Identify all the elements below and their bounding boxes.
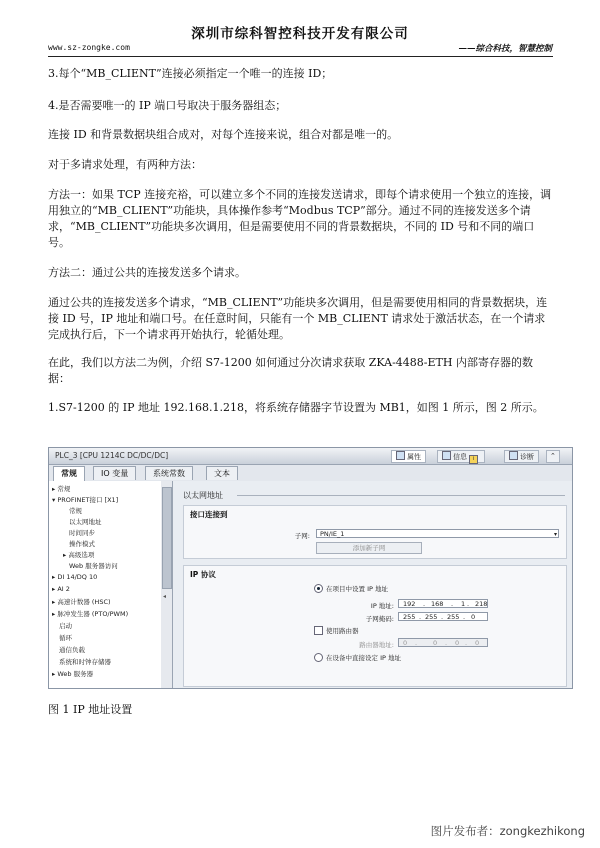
tab-io-tags[interactable]: IO 变量 bbox=[93, 466, 136, 480]
chevron-down-icon[interactable]: ▾ bbox=[553, 531, 557, 538]
navigation-tree bbox=[49, 481, 162, 688]
subnet-label: 子网: bbox=[294, 532, 310, 540]
nav-item-web-server-access[interactable]: Web 服务器访问 bbox=[69, 562, 118, 570]
use-router-label: 使用路由器 bbox=[326, 627, 359, 635]
header-divider bbox=[48, 56, 553, 57]
paragraph-step-1: 1.S7-1200 的 IP 地址 192.168.1.218，将系统存储器字节设置为 MB1，如图 1 所示，图 2 所示。 bbox=[48, 401, 544, 414]
nav-item-profinet-general[interactable]: 常规 bbox=[69, 507, 82, 515]
diagnostics-icon bbox=[509, 451, 518, 460]
add-subnet-button[interactable]: 添加新子网 bbox=[316, 542, 422, 554]
nav-item-hsc[interactable]: ▸ 高速计数器 (HSC) bbox=[52, 598, 111, 606]
window-titlebar bbox=[49, 448, 572, 465]
paragraph-method-two-detail: 通过公共的连接发送多个请求，“MB_CLIENT”功能块多次调用，但是需要使用相同的背景数据块，连接 ID 号，IP 地址和端口号。在任意时间，只能有一个 MB_CLIENT 请求处于激活状态，在一个请求完成执行后，下一个请求再开始执行，轮循处理。 bbox=[48, 296, 548, 341]
nav-scrollbar[interactable] bbox=[161, 481, 173, 688]
radio-set-in-project-label: 在项目中设置 IP 地址 bbox=[326, 585, 388, 593]
nav-item-pto-pwm[interactable]: ▸ 脉冲发生器 (PTO/PWM) bbox=[52, 610, 129, 618]
collapse-arrow-icon[interactable]: ⌃ bbox=[546, 450, 560, 463]
nav-item-ai[interactable]: ▸ AI 2 bbox=[52, 585, 70, 593]
section-title: 以太网地址 bbox=[183, 491, 223, 500]
info-tab-button[interactable]: 信息 i bbox=[437, 450, 485, 463]
radio-set-on-device[interactable] bbox=[314, 653, 323, 662]
properties-content bbox=[173, 481, 572, 688]
nav-item-profinet-interface[interactable]: ▾ PROFINET接口 [X1] bbox=[52, 496, 119, 504]
section-rule bbox=[237, 495, 565, 496]
use-router-checkbox[interactable] bbox=[314, 626, 323, 635]
tab-general[interactable]: 常规 bbox=[53, 466, 85, 482]
ip-address-label: IP 地址: bbox=[370, 602, 394, 610]
tab-system-constants[interactable]: 系统常数 bbox=[145, 466, 193, 480]
scroll-left-arrow-icon[interactable]: ◂ bbox=[163, 593, 167, 600]
nav-item-system-clock-memory[interactable]: 系统和时钟存储器 bbox=[59, 658, 111, 666]
nav-item-comm-load[interactable]: 通信负载 bbox=[59, 646, 85, 654]
tia-properties-screenshot bbox=[48, 447, 573, 689]
paragraph-method-two: 方法二：通过公共的连接发送多个请求。 bbox=[48, 266, 246, 279]
paragraph-3: 连接 ID 和背景数据块组合成对，对每个连接来说，组合对都是唯一的。 bbox=[48, 128, 399, 141]
properties-tab-button[interactable]: 属性 bbox=[391, 450, 426, 463]
properties-icon bbox=[396, 451, 405, 460]
nav-item-time-sync[interactable]: 时间同步 bbox=[69, 529, 95, 537]
ip-protocol-title: IP 协议 bbox=[190, 570, 216, 579]
radio-set-in-project[interactable] bbox=[314, 584, 323, 593]
subnet-mask-label: 子网掩码: bbox=[365, 615, 394, 623]
interface-box-title: 接口连接到 bbox=[190, 510, 228, 519]
nav-item-startup[interactable]: 启动 bbox=[59, 622, 72, 630]
paragraph-method-one: 方法一：如果 TCP 连接充裕，可以建立多个不同的连接发送请求，即每个请求使用一个独立的连接，调用独立的“MB_CLIENT”功能块，具体操作参考“Modbus TCP”部分。通过不同的连接发送多个请求，“MB_CLIENT”功能块多次调用，但是需要使用不同的背景数据块，不同的 ID 号和不同的端口号。 bbox=[48, 188, 552, 249]
window-title: PLC_3 [CPU 1214C DC/DC/DC] bbox=[55, 451, 169, 460]
slogan: ——综合科技，智慧控制 bbox=[458, 44, 552, 54]
nav-item-cycle[interactable]: 循环 bbox=[59, 634, 72, 642]
info-icon bbox=[442, 451, 451, 460]
nav-item-di-dq[interactable]: ▸ DI 14/DQ 10 bbox=[52, 573, 98, 581]
nav-item-ethernet-address[interactable]: 以太网地址 bbox=[69, 518, 102, 526]
nav-item-web-server[interactable]: ▸ Web 服务器 bbox=[52, 670, 94, 678]
nav-item-operating-mode[interactable]: 操作模式 bbox=[69, 540, 95, 548]
paragraph-2: 4.是否需要唯一的 IP 端口号取决于服务器组态； bbox=[48, 99, 287, 112]
nav-item-advanced-options[interactable]: ▸ 高级选项 bbox=[63, 551, 95, 559]
ip-protocol-box bbox=[183, 565, 567, 687]
router-address-field[interactable]: 0 . 0 . 0 . 0 bbox=[398, 638, 488, 647]
paragraph-1: 3.每个“MB_CLIENT”连接必须指定一个唯一的连接 ID； bbox=[48, 67, 333, 80]
paragraph-example-intro: 在此，我们以方法二为例，介绍 S7-1200 如何通过分次请求获取 ZKA-4488-ETH 内部寄存器的数据： bbox=[48, 356, 533, 385]
router-address-label: 路由器地址: bbox=[359, 641, 394, 649]
info-badge-icon: i bbox=[469, 455, 478, 464]
property-tabs bbox=[49, 465, 572, 481]
diagnostics-tab-button[interactable]: 诊断 bbox=[504, 450, 539, 463]
publisher-watermark: 图片发布者：zongkezhikong bbox=[430, 824, 585, 838]
radio-set-on-device-label: 在设备中直接设定 IP 地址 bbox=[326, 654, 401, 662]
website-url: www.sz-zongke.com bbox=[48, 43, 130, 52]
tab-texts[interactable]: 文本 bbox=[206, 466, 238, 480]
interface-connected-box bbox=[183, 505, 567, 559]
paragraph-4: 对于多请求处理，有两种方法： bbox=[48, 158, 202, 171]
nav-scrollbar-thumb[interactable] bbox=[162, 487, 172, 589]
subnet-mask-field[interactable]: 255 . 255 . 255 . 0 bbox=[398, 612, 488, 621]
ip-address-field[interactable]: 192 . 168 . 1 . 218 bbox=[398, 599, 488, 608]
subnet-select[interactable]: PN/IE_1 ▾ bbox=[316, 529, 559, 538]
nav-item-general[interactable]: ▸ 常规 bbox=[52, 485, 71, 493]
company-name: 深圳市综科智控科技开发有限公司 bbox=[191, 26, 409, 42]
figure-caption: 图 1 IP 地址设置 bbox=[48, 703, 133, 716]
